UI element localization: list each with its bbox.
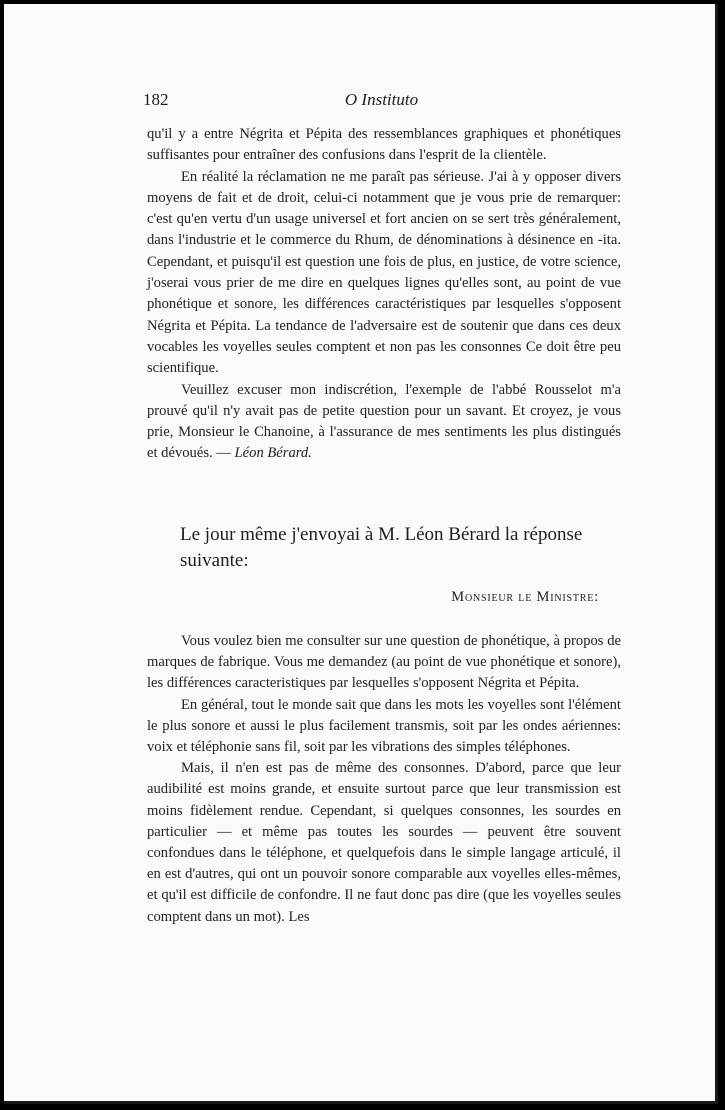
paragraph: En réalité la réclamation ne me paraît pas sérieuse. J'ai à y opposer divers moyens de fait et de droit, celui-ci notamment que je vous prie de remarquer: c'est qu'en vertu d'un usage universel et fort ancien on se sert très généralement, dans l'industrie et le commerce du Rhum, de dénominations à désinence en -ita. Cependant, et puisqu'il est question une fois de plus, en justice, de votre science, j'oserai vous prier de me dire en quelques lignes qu'elles sont, au point de vue phonétique et sonore, les différences caractéristiques par lesquelles s'opposent Négrita et Pépita. La tendance de l'adversaire est de soutenir que dans ces deux vocables les voyelles seules comptent et non pas les consonnes Ce doit être peu scientifique. bbox=[147, 168, 621, 377]
intro-line: suivante: bbox=[180, 550, 249, 571]
page-number: 182 bbox=[143, 90, 169, 109]
document-page bbox=[4, 4, 718, 1104]
paragraph: Mais, il n'en est pas de même des consonnes. D'abord, parce que leur audibilité est moins grande, et ensuite surtout parce que leur transmission est moins fidèlement rendue. Cependant, si quelques consonnes, les sourdes en particulier — et même pas toutes les sourdes — peuvent être souvent confondues dans le téléphone, et quelquefois dans le simple langage articulé, il en est d'autres, qui ont un pouvoir sonore comparable aux voyelles elles-mêmes, et qu'il est difficile de confondre. Il ne faut donc pas dire (que les voyelles seules comptent dans un mot). Les bbox=[147, 760, 621, 925]
page-header bbox=[143, 90, 620, 112]
running-title: O Instituto bbox=[344, 90, 419, 109]
signature: Léon Bérard. bbox=[234, 445, 312, 462]
paragraph: Vous voulez bien me consulter sur une question de phonétique, à propos de marques de fabrique. Vous me demandez (au point de vue phonétique et sonore), les différences caracteristiques par lesquelles s'opposent Négrita et Pépita. bbox=[147, 633, 621, 692]
paragraph: En général, tout le monde sait que dans les mots les voyelles sont l'élément le plus sonore et aussi le plus facilement transmis, soit par les ondes aériennes: voix et téléphonie sans fil, soit par les vibrations des simples téléphones. bbox=[147, 696, 621, 756]
paragraph-text: Veuillez excuser mon indiscrétion, l'exemple de l'abbé Rousselot m'a prouvé qu'il n'y avait pas de petite question pour un savant. Et croyez, je vous prie, Monsieur le Chanoine, à l'assurance de mes sentiments les plus distingués et dévoués. — bbox=[147, 381, 621, 462]
paragraph bbox=[147, 380, 621, 465]
intro-heading bbox=[180, 522, 625, 574]
reply-text bbox=[147, 631, 621, 928]
letter-text bbox=[147, 124, 621, 465]
paragraph: qu'il y a entre Négrita et Pépita des ressemblances graphiques et phonétiques suffisantes pour entraîner des confusions dans l'esprit de la clientèle. bbox=[147, 126, 621, 164]
salutation: Monsieur le Ministre: bbox=[451, 589, 599, 605]
intro-line: Le jour même j'envoyai à M. Léon Bérard la réponse bbox=[180, 524, 583, 545]
